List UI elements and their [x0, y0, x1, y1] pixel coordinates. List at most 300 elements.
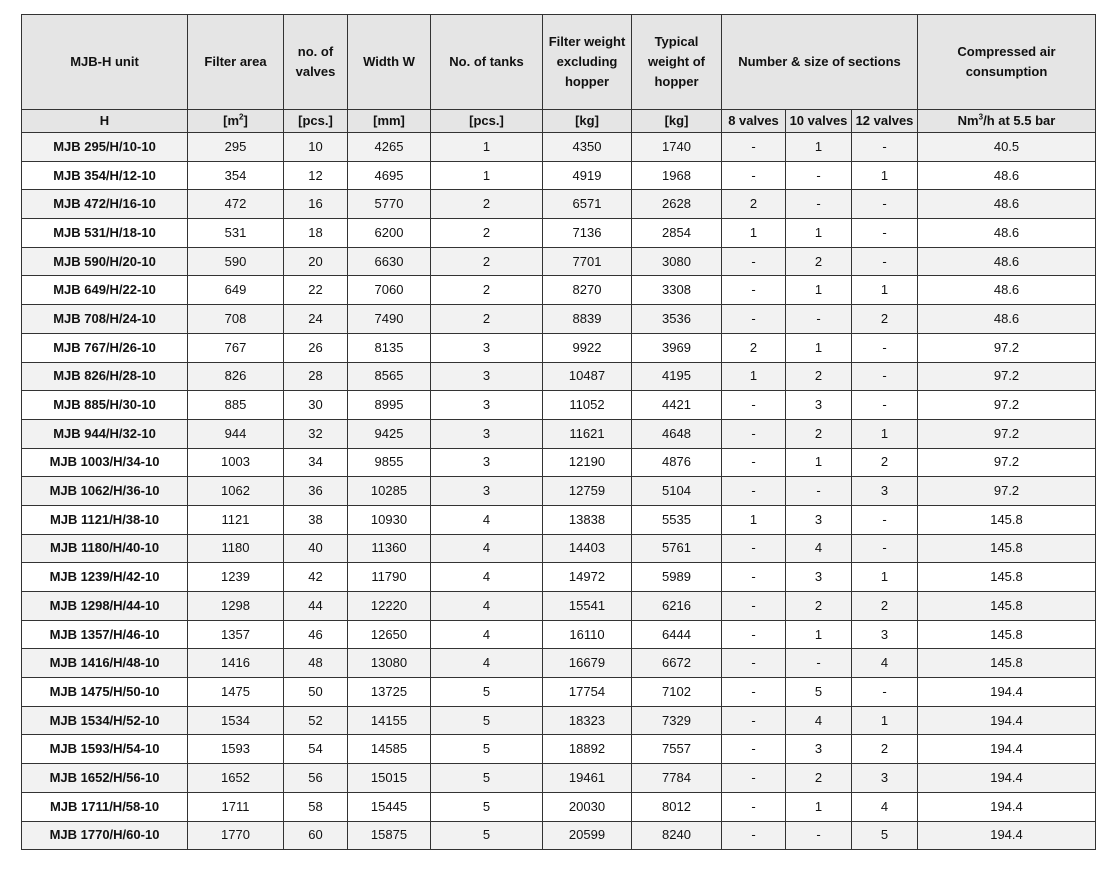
cell-tanks: 5	[431, 792, 543, 821]
table-row	[22, 247, 1096, 276]
cell-valves: 58	[284, 792, 348, 821]
unit-air-post: /h at 5.5 bar	[983, 113, 1056, 128]
spec-table	[21, 14, 1096, 850]
cell-air: 145.8	[918, 563, 1096, 592]
table-row	[22, 161, 1096, 190]
cell-filter-weight: 16110	[543, 620, 632, 649]
cell-air: 97.2	[918, 419, 1096, 448]
cell-tanks: 2	[431, 305, 543, 334]
table-body	[22, 133, 1096, 850]
cell-width: 9425	[348, 419, 431, 448]
header-filter-area: Filter area	[188, 15, 284, 110]
cell-tanks: 3	[431, 362, 543, 391]
cell-tanks: 3	[431, 419, 543, 448]
cell-sections-12: -	[852, 247, 918, 276]
cell-sections-12: 2	[852, 448, 918, 477]
cell-filter-weight: 16679	[543, 649, 632, 678]
cell-tanks: 4	[431, 620, 543, 649]
cell-hopper-weight: 6672	[632, 649, 722, 678]
cell-model: MJB 885/H/30-10	[22, 391, 188, 420]
cell-hopper-weight: 5761	[632, 534, 722, 563]
cell-tanks: 3	[431, 333, 543, 362]
cell-width: 8995	[348, 391, 431, 420]
cell-filter-area: 295	[188, 133, 284, 162]
cell-hopper-weight: 4421	[632, 391, 722, 420]
cell-width: 10930	[348, 505, 431, 534]
cell-sections-12: 1	[852, 706, 918, 735]
cell-valves: 20	[284, 247, 348, 276]
unit-valves: [pcs.]	[284, 110, 348, 133]
cell-model: MJB 1003/H/34-10	[22, 448, 188, 477]
cell-width: 9855	[348, 448, 431, 477]
cell-sections-8: -	[722, 133, 786, 162]
cell-sections-10: 1	[786, 333, 852, 362]
cell-model: MJB 1711/H/58-10	[22, 792, 188, 821]
cell-model: MJB 944/H/32-10	[22, 419, 188, 448]
cell-width: 13080	[348, 649, 431, 678]
cell-hopper-weight: 8240	[632, 821, 722, 850]
cell-sections-8: 2	[722, 190, 786, 219]
cell-hopper-weight: 2854	[632, 219, 722, 248]
header-unit: MJB-H unit	[22, 15, 188, 110]
cell-width: 7490	[348, 305, 431, 334]
cell-filter-weight: 20030	[543, 792, 632, 821]
cell-valves: 50	[284, 678, 348, 707]
cell-filter-area: 1298	[188, 592, 284, 621]
cell-air: 97.2	[918, 448, 1096, 477]
cell-sections-10: 3	[786, 735, 852, 764]
cell-filter-weight: 4919	[543, 161, 632, 190]
cell-hopper-weight: 3308	[632, 276, 722, 305]
cell-filter-weight: 11052	[543, 391, 632, 420]
cell-filter-area: 1534	[188, 706, 284, 735]
table-row	[22, 821, 1096, 850]
cell-sections-10: 2	[786, 419, 852, 448]
cell-sections-12: -	[852, 133, 918, 162]
cell-sections-10: 2	[786, 247, 852, 276]
cell-filter-weight: 19461	[543, 764, 632, 793]
cell-filter-area: 1593	[188, 735, 284, 764]
cell-filter-weight: 12759	[543, 477, 632, 506]
cell-width: 11790	[348, 563, 431, 592]
unit-filter-weight: [kg]	[543, 110, 632, 133]
cell-filter-area: 1652	[188, 764, 284, 793]
cell-sections-10: 1	[786, 448, 852, 477]
cell-air: 145.8	[918, 505, 1096, 534]
cell-sections-10: 4	[786, 706, 852, 735]
cell-hopper-weight: 6444	[632, 620, 722, 649]
table-row	[22, 563, 1096, 592]
table-row	[22, 477, 1096, 506]
table-row	[22, 678, 1096, 707]
table-row	[22, 333, 1096, 362]
cell-sections-10: 3	[786, 391, 852, 420]
cell-sections-8: -	[722, 534, 786, 563]
cell-filter-area: 767	[188, 333, 284, 362]
cell-sections-12: -	[852, 534, 918, 563]
cell-sections-10: -	[786, 477, 852, 506]
cell-sections-8: -	[722, 620, 786, 649]
cell-valves: 42	[284, 563, 348, 592]
cell-filter-weight: 14403	[543, 534, 632, 563]
cell-valves: 48	[284, 649, 348, 678]
table-row	[22, 362, 1096, 391]
table-row	[22, 419, 1096, 448]
cell-sections-10: 2	[786, 592, 852, 621]
cell-tanks: 1	[431, 133, 543, 162]
cell-tanks: 5	[431, 821, 543, 850]
cell-sections-12: 4	[852, 649, 918, 678]
cell-width: 15015	[348, 764, 431, 793]
cell-hopper-weight: 4648	[632, 419, 722, 448]
cell-filter-weight: 13838	[543, 505, 632, 534]
cell-filter-weight: 10487	[543, 362, 632, 391]
cell-air: 194.4	[918, 735, 1096, 764]
cell-width: 13725	[348, 678, 431, 707]
table-row	[22, 219, 1096, 248]
cell-sections-10: 3	[786, 563, 852, 592]
cell-valves: 24	[284, 305, 348, 334]
cell-filter-weight: 17754	[543, 678, 632, 707]
cell-hopper-weight: 1968	[632, 161, 722, 190]
cell-filter-area: 1770	[188, 821, 284, 850]
cell-filter-area: 1357	[188, 620, 284, 649]
cell-valves: 34	[284, 448, 348, 477]
cell-width: 7060	[348, 276, 431, 305]
cell-sections-10: -	[786, 190, 852, 219]
cell-model: MJB 767/H/26-10	[22, 333, 188, 362]
cell-air: 194.4	[918, 706, 1096, 735]
cell-hopper-weight: 5104	[632, 477, 722, 506]
cell-sections-8: -	[722, 563, 786, 592]
header-width: Width W	[348, 15, 431, 110]
cell-model: MJB 1180/H/40-10	[22, 534, 188, 563]
cell-model: MJB 590/H/20-10	[22, 247, 188, 276]
cell-air: 48.6	[918, 161, 1096, 190]
cell-sections-10: -	[786, 821, 852, 850]
cell-tanks: 3	[431, 448, 543, 477]
cell-valves: 10	[284, 133, 348, 162]
cell-sections-8: 1	[722, 505, 786, 534]
cell-hopper-weight: 5535	[632, 505, 722, 534]
cell-sections-12: 3	[852, 620, 918, 649]
cell-sections-8: -	[722, 764, 786, 793]
table-row	[22, 592, 1096, 621]
table-row	[22, 391, 1096, 420]
cell-valves: 12	[284, 161, 348, 190]
cell-sections-12: 2	[852, 735, 918, 764]
cell-sections-12: 3	[852, 477, 918, 506]
cell-sections-8: -	[722, 161, 786, 190]
cell-valves: 46	[284, 620, 348, 649]
cell-filter-weight: 20599	[543, 821, 632, 850]
table-row	[22, 649, 1096, 678]
cell-air: 48.6	[918, 247, 1096, 276]
unit-filter-area	[188, 110, 284, 133]
cell-model: MJB 1416/H/48-10	[22, 649, 188, 678]
cell-filter-weight: 18323	[543, 706, 632, 735]
cell-sections-12: 1	[852, 563, 918, 592]
cell-valves: 28	[284, 362, 348, 391]
cell-hopper-weight: 2628	[632, 190, 722, 219]
cell-model: MJB 1770/H/60-10	[22, 821, 188, 850]
cell-sections-8: 1	[722, 219, 786, 248]
cell-filter-weight: 18892	[543, 735, 632, 764]
cell-filter-weight: 9922	[543, 333, 632, 362]
cell-valves: 16	[284, 190, 348, 219]
cell-sections-10: 2	[786, 764, 852, 793]
cell-tanks: 3	[431, 391, 543, 420]
cell-model: MJB 649/H/22-10	[22, 276, 188, 305]
cell-filter-weight: 7136	[543, 219, 632, 248]
cell-tanks: 5	[431, 706, 543, 735]
cell-air: 97.2	[918, 477, 1096, 506]
cell-model: MJB 1475/H/50-10	[22, 678, 188, 707]
cell-air: 194.4	[918, 678, 1096, 707]
cell-air: 145.8	[918, 592, 1096, 621]
cell-width: 12220	[348, 592, 431, 621]
cell-width: 14155	[348, 706, 431, 735]
unit-air	[918, 110, 1096, 133]
cell-filter-weight: 12190	[543, 448, 632, 477]
cell-sections-8: -	[722, 305, 786, 334]
cell-tanks: 2	[431, 247, 543, 276]
cell-model: MJB 708/H/24-10	[22, 305, 188, 334]
cell-width: 8135	[348, 333, 431, 362]
cell-sections-10: -	[786, 649, 852, 678]
cell-sections-8: -	[722, 592, 786, 621]
unit-air-sup: 3	[978, 112, 984, 122]
cell-sections-12: -	[852, 362, 918, 391]
unit-air-pre: Nm	[957, 113, 979, 128]
cell-tanks: 4	[431, 534, 543, 563]
unit-h: H	[22, 110, 188, 133]
cell-filter-area: 885	[188, 391, 284, 420]
cell-sections-10: 1	[786, 133, 852, 162]
table-row	[22, 505, 1096, 534]
header-sections: Number & size of sections	[722, 15, 918, 110]
cell-sections-10: 3	[786, 505, 852, 534]
cell-hopper-weight: 5989	[632, 563, 722, 592]
cell-sections-12: 3	[852, 764, 918, 793]
cell-filter-area: 944	[188, 419, 284, 448]
cell-model: MJB 1534/H/52-10	[22, 706, 188, 735]
cell-filter-area: 1180	[188, 534, 284, 563]
cell-width: 14585	[348, 735, 431, 764]
cell-model: MJB 1357/H/46-10	[22, 620, 188, 649]
cell-sections-12: 5	[852, 821, 918, 850]
cell-sections-8: -	[722, 276, 786, 305]
cell-tanks: 5	[431, 764, 543, 793]
cell-valves: 30	[284, 391, 348, 420]
cell-tanks: 4	[431, 649, 543, 678]
cell-sections-8: -	[722, 247, 786, 276]
cell-hopper-weight: 7329	[632, 706, 722, 735]
cell-filter-area: 472	[188, 190, 284, 219]
cell-sections-8: -	[722, 792, 786, 821]
cell-sections-10: 1	[786, 792, 852, 821]
unit-width: [mm]	[348, 110, 431, 133]
cell-sections-8: -	[722, 649, 786, 678]
cell-filter-area: 1239	[188, 563, 284, 592]
cell-filter-area: 1416	[188, 649, 284, 678]
cell-filter-weight: 11621	[543, 419, 632, 448]
header-hopper-weight: Typical weight of hopper	[632, 15, 722, 110]
cell-model: MJB 531/H/18-10	[22, 219, 188, 248]
cell-model: MJB 295/H/10-10	[22, 133, 188, 162]
cell-sections-12: -	[852, 219, 918, 248]
cell-width: 6630	[348, 247, 431, 276]
cell-sections-10: 5	[786, 678, 852, 707]
cell-sections-8: 2	[722, 333, 786, 362]
cell-hopper-weight: 3536	[632, 305, 722, 334]
cell-valves: 60	[284, 821, 348, 850]
cell-valves: 32	[284, 419, 348, 448]
table-row	[22, 448, 1096, 477]
cell-hopper-weight: 6216	[632, 592, 722, 621]
cell-tanks: 5	[431, 678, 543, 707]
cell-sections-12: 2	[852, 592, 918, 621]
table-row	[22, 620, 1096, 649]
table-row	[22, 276, 1096, 305]
cell-sections-10: -	[786, 305, 852, 334]
cell-width: 12650	[348, 620, 431, 649]
cell-tanks: 5	[431, 735, 543, 764]
cell-sections-8: -	[722, 706, 786, 735]
cell-sections-10: 2	[786, 362, 852, 391]
cell-filter-weight: 15541	[543, 592, 632, 621]
cell-air: 48.6	[918, 190, 1096, 219]
unit-hopper-weight: [kg]	[632, 110, 722, 133]
cell-width: 11360	[348, 534, 431, 563]
cell-valves: 38	[284, 505, 348, 534]
cell-model: MJB 1121/H/38-10	[22, 505, 188, 534]
cell-air: 145.8	[918, 649, 1096, 678]
unit-sections-10: 10 valves	[786, 110, 852, 133]
cell-hopper-weight: 3969	[632, 333, 722, 362]
cell-filter-area: 1003	[188, 448, 284, 477]
cell-width: 15445	[348, 792, 431, 821]
header-filter-weight: Filter weight excluding hopper	[543, 15, 632, 110]
cell-sections-12: -	[852, 505, 918, 534]
cell-sections-8: -	[722, 735, 786, 764]
cell-hopper-weight: 7784	[632, 764, 722, 793]
cell-filter-weight: 8270	[543, 276, 632, 305]
cell-hopper-weight: 4876	[632, 448, 722, 477]
cell-air: 48.6	[918, 276, 1096, 305]
cell-filter-weight: 8839	[543, 305, 632, 334]
table-row	[22, 735, 1096, 764]
cell-air: 48.6	[918, 305, 1096, 334]
cell-filter-area: 649	[188, 276, 284, 305]
cell-sections-12: -	[852, 678, 918, 707]
table-row	[22, 534, 1096, 563]
cell-sections-12: 4	[852, 792, 918, 821]
cell-filter-area: 1475	[188, 678, 284, 707]
cell-air: 97.2	[918, 391, 1096, 420]
cell-tanks: 4	[431, 592, 543, 621]
cell-sections-12: 1	[852, 161, 918, 190]
cell-width: 4695	[348, 161, 431, 190]
cell-air: 194.4	[918, 821, 1096, 850]
cell-air: 145.8	[918, 534, 1096, 563]
cell-hopper-weight: 4195	[632, 362, 722, 391]
header-air: Compressed air consumption	[918, 15, 1096, 110]
table-header	[22, 15, 1096, 133]
cell-filter-weight: 6571	[543, 190, 632, 219]
cell-tanks: 4	[431, 505, 543, 534]
cell-sections-8: -	[722, 391, 786, 420]
cell-sections-12: -	[852, 190, 918, 219]
cell-valves: 18	[284, 219, 348, 248]
cell-filter-weight: 14972	[543, 563, 632, 592]
cell-sections-12: 1	[852, 276, 918, 305]
cell-tanks: 2	[431, 276, 543, 305]
unit-tanks: [pcs.]	[431, 110, 543, 133]
cell-width: 8565	[348, 362, 431, 391]
cell-valves: 54	[284, 735, 348, 764]
cell-sections-10: 1	[786, 219, 852, 248]
cell-model: MJB 826/H/28-10	[22, 362, 188, 391]
cell-filter-weight: 7701	[543, 247, 632, 276]
cell-filter-weight: 4350	[543, 133, 632, 162]
cell-filter-area: 1121	[188, 505, 284, 534]
cell-sections-12: -	[852, 333, 918, 362]
cell-sections-8: -	[722, 678, 786, 707]
cell-air: 48.6	[918, 219, 1096, 248]
cell-hopper-weight: 1740	[632, 133, 722, 162]
cell-model: MJB 1062/H/36-10	[22, 477, 188, 506]
cell-model: MJB 354/H/12-10	[22, 161, 188, 190]
cell-sections-8: -	[722, 821, 786, 850]
cell-tanks: 2	[431, 219, 543, 248]
cell-air: 194.4	[918, 764, 1096, 793]
table-row	[22, 133, 1096, 162]
header-tanks: No. of tanks	[431, 15, 543, 110]
cell-width: 10285	[348, 477, 431, 506]
cell-sections-12: 2	[852, 305, 918, 334]
cell-filter-area: 826	[188, 362, 284, 391]
cell-width: 15875	[348, 821, 431, 850]
table-row	[22, 764, 1096, 793]
cell-model: MJB 1298/H/44-10	[22, 592, 188, 621]
cell-tanks: 2	[431, 190, 543, 219]
cell-filter-area: 708	[188, 305, 284, 334]
cell-air: 194.4	[918, 792, 1096, 821]
cell-model: MJB 1652/H/56-10	[22, 764, 188, 793]
cell-width: 4265	[348, 133, 431, 162]
cell-hopper-weight: 8012	[632, 792, 722, 821]
cell-filter-area: 590	[188, 247, 284, 276]
table-row	[22, 706, 1096, 735]
cell-valves: 22	[284, 276, 348, 305]
cell-valves: 40	[284, 534, 348, 563]
cell-filter-area: 531	[188, 219, 284, 248]
header-valves: no. of valves	[284, 15, 348, 110]
cell-valves: 36	[284, 477, 348, 506]
table-row	[22, 792, 1096, 821]
cell-sections-8: -	[722, 477, 786, 506]
cell-sections-8: -	[722, 419, 786, 448]
cell-valves: 52	[284, 706, 348, 735]
cell-tanks: 4	[431, 563, 543, 592]
cell-air: 97.2	[918, 333, 1096, 362]
cell-hopper-weight: 3080	[632, 247, 722, 276]
cell-width: 6200	[348, 219, 431, 248]
cell-model: MJB 1239/H/42-10	[22, 563, 188, 592]
cell-width: 5770	[348, 190, 431, 219]
cell-sections-10: 1	[786, 276, 852, 305]
